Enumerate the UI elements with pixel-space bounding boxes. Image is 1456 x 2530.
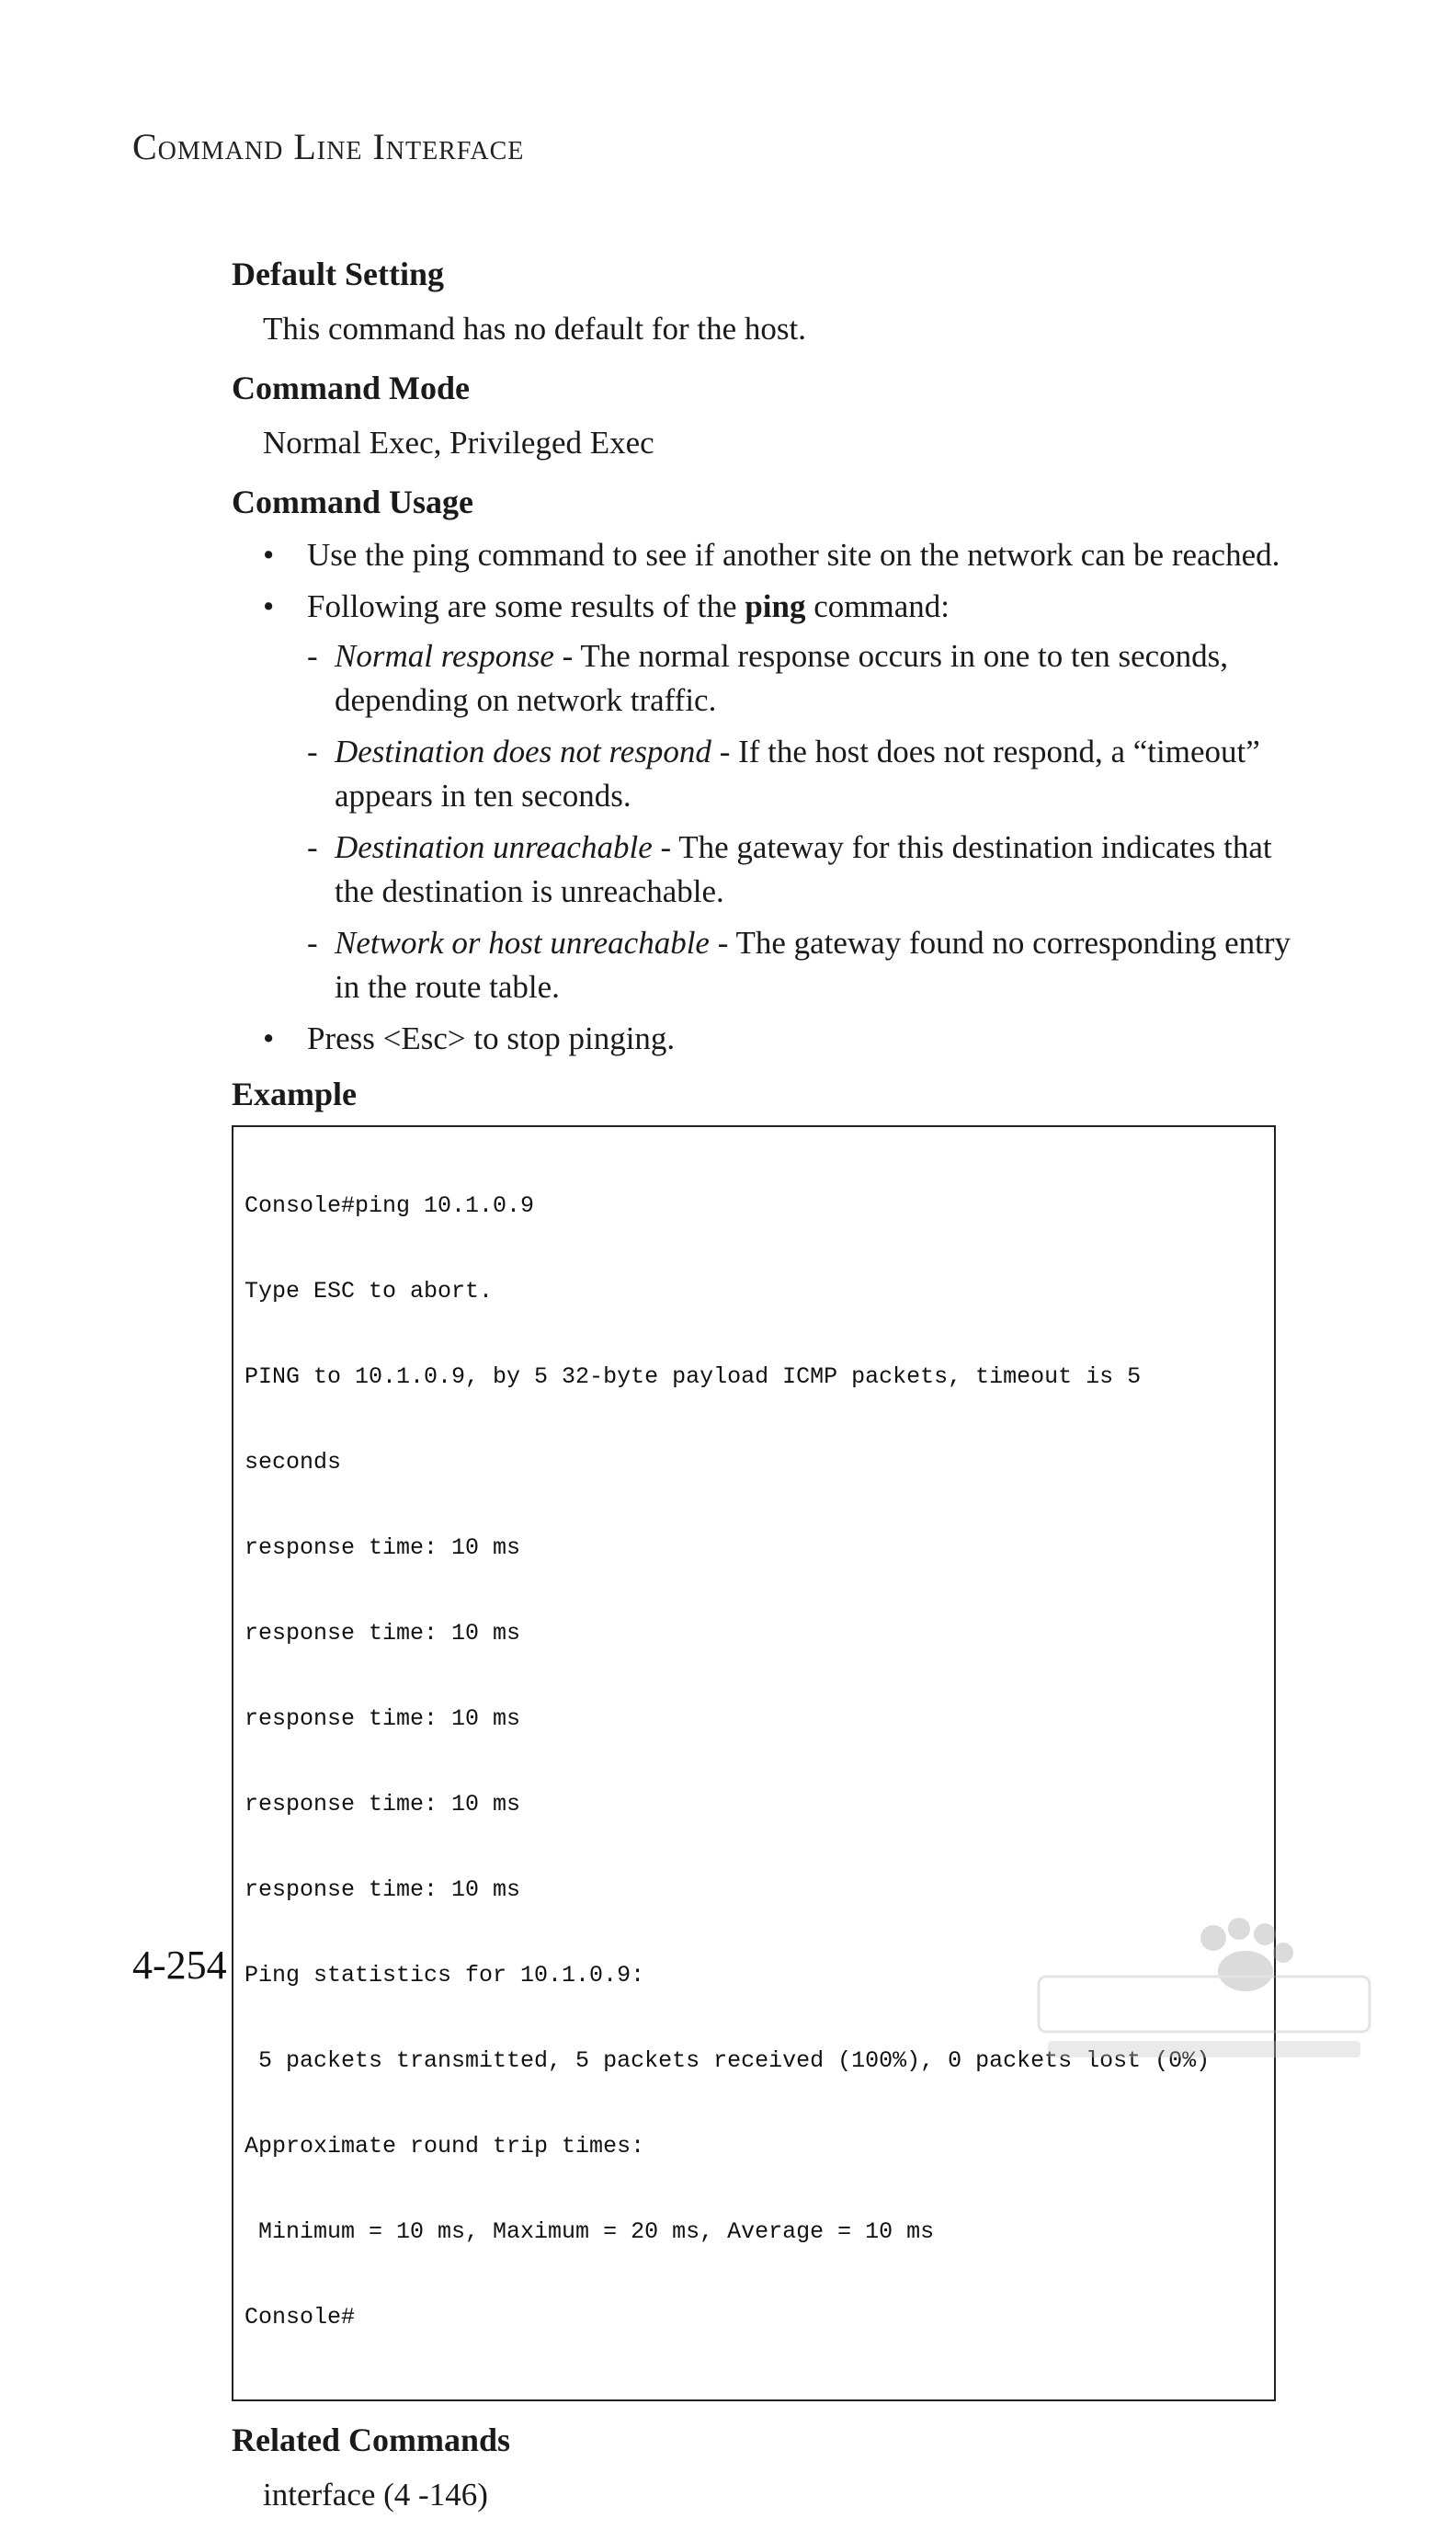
command-usage-list bbox=[232, 533, 1298, 1061]
result-item bbox=[307, 634, 1298, 723]
dash-icon: - bbox=[307, 734, 318, 769]
result-item bbox=[307, 730, 1298, 818]
related-commands-heading: Related Commands bbox=[232, 2422, 510, 2458]
bullet-icon: • bbox=[263, 537, 275, 573]
code-line: response time: 10 ms bbox=[245, 1791, 521, 1818]
command-mode-heading: Command Mode bbox=[232, 370, 470, 406]
usage-bullet-2-command: ping bbox=[745, 588, 806, 624]
command-usage-heading: Command Usage bbox=[232, 484, 474, 520]
result-term: Network or host unreachable bbox=[335, 925, 710, 961]
usage-bullet-2 bbox=[263, 585, 1298, 1009]
code-line: Console#ping 10.1.0.9 bbox=[245, 1192, 535, 1219]
code-line: response time: 10 ms bbox=[245, 1705, 521, 1732]
usage-bullet-2-suffix: command: bbox=[805, 588, 950, 624]
ping-results-list bbox=[307, 634, 1298, 1009]
bullet-icon: • bbox=[263, 588, 275, 624]
usage-bullet-3-text: Press <Esc> to stop pinging. bbox=[307, 1020, 676, 1056]
code-line: Type ESC to abort. bbox=[245, 1278, 494, 1305]
result-term: Destination unreachable bbox=[335, 829, 653, 865]
usage-bullet-3 bbox=[263, 1017, 1298, 1061]
usage-bullet-1-text: Use the ping command to see if another site on the network can be reached. bbox=[307, 537, 1280, 573]
code-line: Console# bbox=[245, 2304, 356, 2331]
code-line: response time: 10 ms bbox=[245, 1534, 521, 1561]
result-item bbox=[307, 921, 1298, 1009]
result-description: - If the host does not respond, a “timeout” appears in ten seconds. bbox=[335, 734, 1260, 814]
usage-bullet-2-prefix: Following are some results of the bbox=[307, 588, 745, 624]
bullet-icon: • bbox=[263, 1020, 275, 1056]
default-setting-text: This command has no default for the host. bbox=[263, 311, 806, 347]
code-line: response time: 10 ms bbox=[245, 1876, 521, 1903]
code-line: response time: 10 ms bbox=[245, 1620, 521, 1647]
page-content bbox=[232, 250, 1298, 2530]
result-description: - The gateway for this destination indicates that the destination is unreachable. bbox=[335, 829, 1272, 909]
example-code-block bbox=[232, 1125, 1276, 2401]
running-header: Command Line Interface bbox=[132, 126, 525, 167]
dash-icon: - bbox=[307, 638, 318, 674]
watermark-logo bbox=[1029, 1912, 1379, 2068]
code-line: PING to 10.1.0.9, by 5 32-byte payload ICMP packets, timeout is 5 bbox=[245, 1363, 1142, 1390]
result-item bbox=[307, 826, 1298, 914]
command-mode-text: Normal Exec, Privileged Exec bbox=[263, 425, 654, 461]
default-setting-heading: Default Setting bbox=[232, 256, 444, 292]
code-line: Ping statistics for 10.1.0.9: bbox=[245, 1962, 645, 1989]
example-heading: Example bbox=[232, 1076, 358, 1112]
code-line: seconds bbox=[245, 1449, 342, 1476]
dash-icon: - bbox=[307, 829, 318, 865]
related-command-link[interactable]: interface (4 -146) bbox=[263, 2477, 488, 2513]
result-term: Destination does not respond bbox=[335, 734, 711, 769]
page-number: 4-254 bbox=[132, 1943, 227, 1988]
dash-icon: - bbox=[307, 925, 318, 961]
result-term: Normal response bbox=[335, 638, 554, 674]
code-line: Approximate round trip times: bbox=[245, 2133, 645, 2160]
usage-bullet-1 bbox=[263, 533, 1298, 577]
code-line: Minimum = 10 ms, Maximum = 20 ms, Average = 10 ms bbox=[245, 2218, 935, 2245]
code-line: 5 packets transmitted, 5 packets received (100%), 0 packets lost (0%) bbox=[245, 2047, 1211, 2074]
result-description: - The gateway found no corresponding entry in the route table. bbox=[335, 925, 1291, 1005]
result-description: - The normal response occurs in one to ten seconds, depending on network traffic. bbox=[335, 638, 1229, 718]
